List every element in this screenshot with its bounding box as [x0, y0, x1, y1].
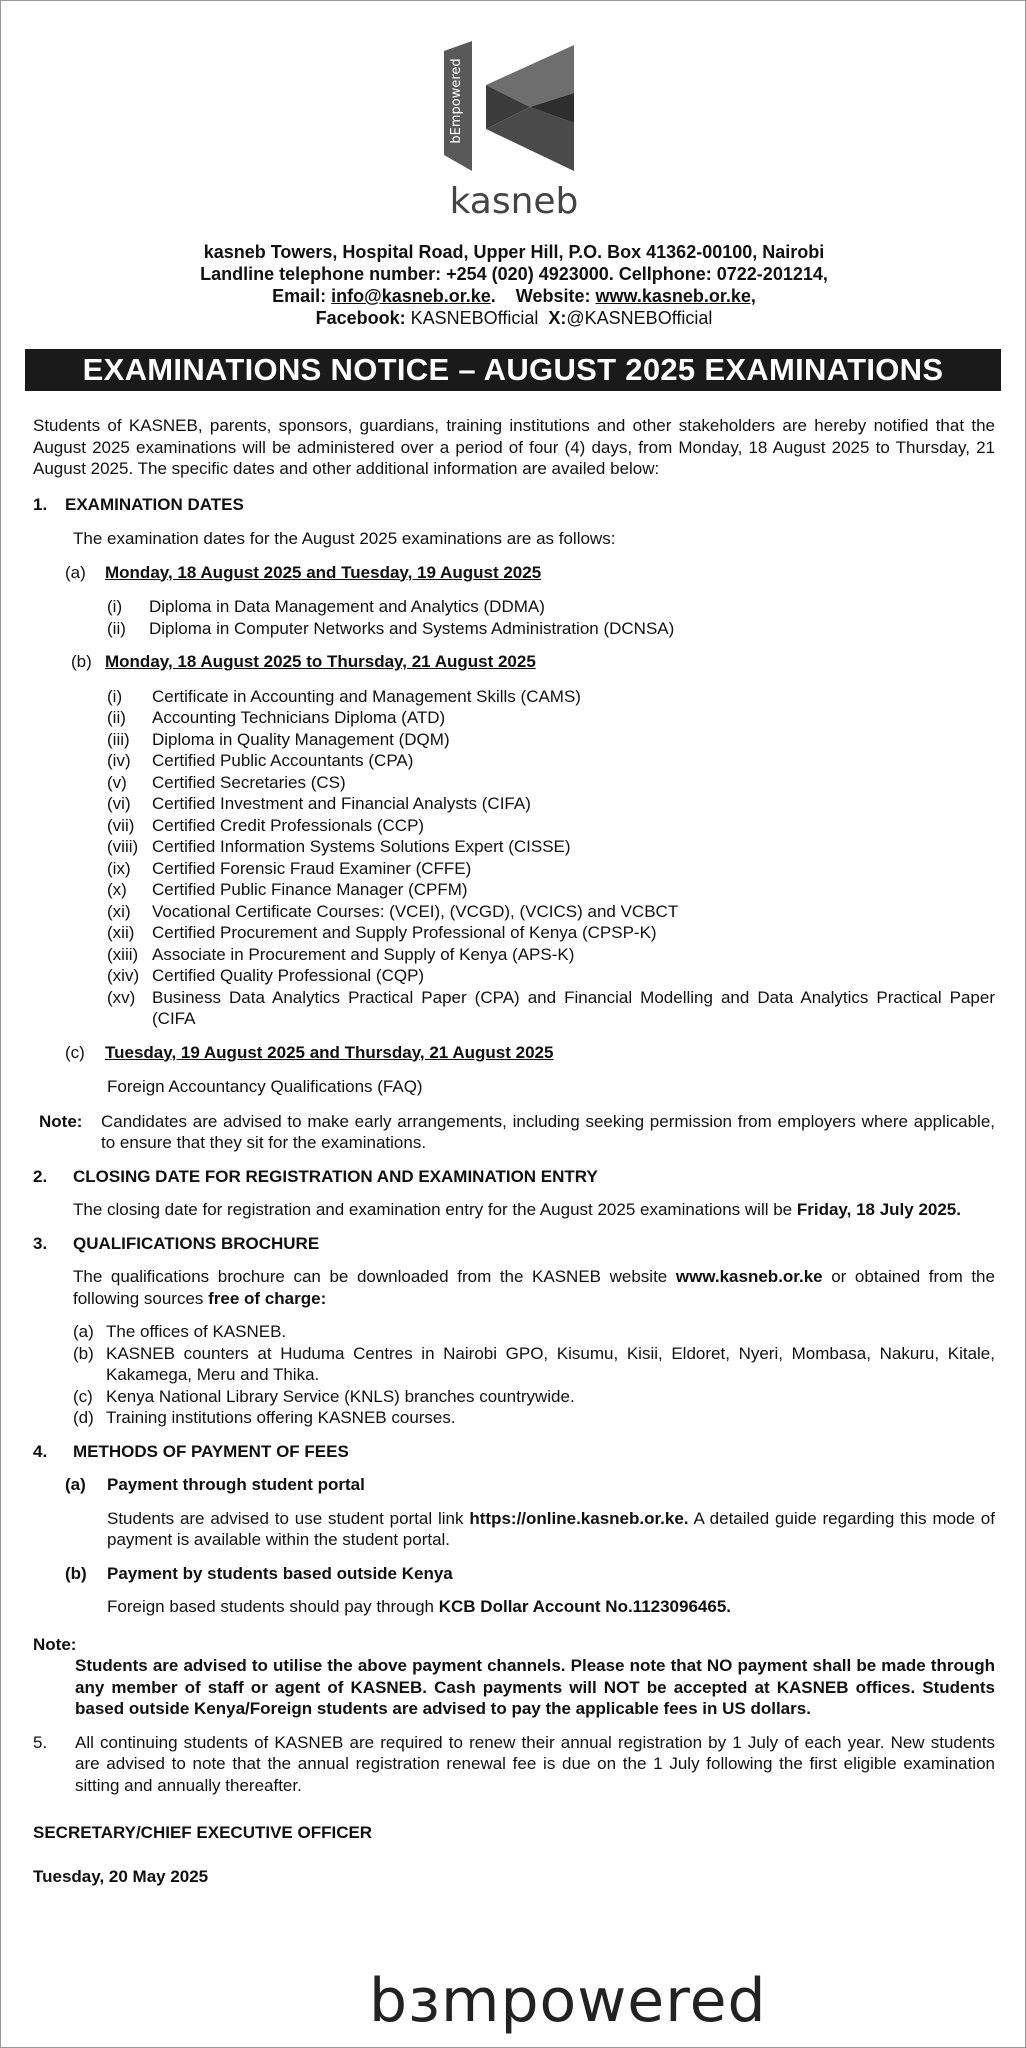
- section-2-heading: 2. CLOSING DATE FOR REGISTRATION AND EXAMINATION ENTRY: [33, 1166, 598, 1186]
- kasneb-logo: [1, 41, 1026, 226]
- list-item: (xi) Vocational Certificate Courses: (VCEI), (VCGD), (VCICS) and VCBCT: [107, 901, 679, 921]
- website-label: Website:: [515, 286, 591, 306]
- email-label: Email:: [272, 286, 327, 306]
- intro-paragraph: Students of KASNEB, parents, sponsors, guardians, training institutions and other stakeholders are hereby notified that the August 2025 examinations will be administered over a period of four (4) days, from Monday, 18 August 2025 to Thursday, 21 August 2025. The specific dates and other additional information are availed below:: [33, 416, 995, 478]
- section-4a-text: Students are advised to use student portal link https://online.kasneb.or.ke. A detailed guide regarding this mode of payment is available within the student portal.: [107, 1508, 995, 1549]
- section-4b-text: Foreign based students should pay through KCB Dollar Account No.1123096465.: [107, 1597, 732, 1616]
- list-item: (ii) Diploma in Computer Networks and Systems Administration (DCNSA): [107, 618, 675, 638]
- list-item: (iii) Diploma in Quality Management (DQM): [107, 729, 450, 749]
- section-1b-heading: (b) Monday, 18 August 2025 to Thursday, 21 August 2025: [71, 652, 536, 671]
- list-item: (i) Diploma in Data Management and Analytics (DDMA): [107, 597, 545, 616]
- list-item: (iv) Certified Public Accountants (CPA): [107, 751, 414, 770]
- brochure-site-link[interactable]: www.kasneb.or.ke: [675, 1267, 823, 1286]
- bempowered-logo: bɜmpowered: [369, 1966, 767, 2036]
- list-item: (b) KASNEB counters at Huduma Centres in Nairobi GPO, Kisumu, Kisii, Eldoret, Nyeri, Mombasa, Nakuru, Kitale, Kakamega, Meru and Thika.: [73, 1343, 995, 1384]
- section-3-list: [33, 1321, 995, 1429]
- facebook-handle: KASNEBOfficial: [410, 308, 539, 328]
- email-link[interactable]: info@kasneb.or.ke: [331, 286, 491, 306]
- phone-line: Landline telephone number: +254 (020) 4923000. Cellphone: 0722-201214,: [200, 264, 828, 284]
- section-5: 5. All continuing students of KASNEB are required to renew their annual registration by 1 July of each year. New students are advised to note that the annual registration renewal fee is due on the 1 July following the first eligible examination sitting and annually thereafter.: [33, 1732, 995, 1795]
- facebook-label: Facebook:: [315, 308, 406, 328]
- list-item: (x) Certified Public Finance Manager (CPFM): [107, 880, 468, 899]
- x-handle: @KASNEBOfficial: [566, 308, 713, 328]
- signoff-title: SECRETARY/CHIEF EXECUTIVE OFFICER: [33, 1823, 373, 1842]
- social-line: [1, 307, 1026, 329]
- payment-note-text: Students are advised to utilise the above payment channels. Please note that NO payment shall be made through any member of staff or agent of KASNEB. Cash payments will NOT be accepted at KASNEB offices. Students based outside Kenya/Foreign students are advised to pay the applicable fees in US dollars.: [75, 1656, 995, 1718]
- list-item: (i) Certificate in Accounting and Management Skills (CAMS): [107, 686, 581, 706]
- logo-word: kasneb: [449, 181, 579, 222]
- list-item: (vii) Certified Credit Professionals (CCP): [107, 815, 425, 835]
- section-3-heading: 3. QUALIFICATIONS BROCHURE: [33, 1233, 320, 1253]
- payment-note-label: Note:: [33, 1634, 77, 1654]
- website-link[interactable]: www.kasneb.or.ke,: [595, 286, 756, 306]
- list-item: (xiv) Certified Quality Professional (CQP): [107, 966, 425, 985]
- list-item: (viii) Certified Information Systems Solutions Expert (CISSE): [107, 837, 571, 856]
- list-item: (ii) Accounting Technicians Diploma (ATD): [107, 708, 446, 727]
- section-1a-heading: (a) Monday, 18 August 2025 and Tuesday, 19 August 2025: [65, 562, 542, 582]
- section-1c-text: Foreign Accountancy Qualifications (FAQ): [107, 1077, 423, 1096]
- contact-header: [1, 241, 1026, 329]
- logo-side-text: bEmpowered: [449, 58, 464, 144]
- section-4a-heading: (a) Payment through student portal: [65, 1475, 365, 1494]
- notice-body: [33, 415, 995, 1887]
- section-4b-heading: (b) Payment by students based outside Kenya: [65, 1563, 453, 1583]
- list-item: (v) Certified Secretaries (CS): [107, 772, 346, 792]
- section-1-lead: The examination dates for the August 2025 examinations are as follows:: [73, 529, 616, 548]
- section-4-heading: 4. METHODS OF PAYMENT OF FEES: [33, 1441, 349, 1461]
- list-item: (a) The offices of KASNEB.: [73, 1322, 287, 1341]
- section-1c-heading: (c) Tuesday, 19 August 2025 and Thursday, 21 August 2025: [65, 1042, 554, 1062]
- list-item: (vi) Certified Investment and Financial Analysts (CIFA): [107, 794, 531, 813]
- x-label: X:: [548, 308, 567, 328]
- student-portal-link[interactable]: https://online.kasneb.or.ke.: [469, 1508, 689, 1528]
- list-item: (ix) Certified Forensic Fraud Examiner (CFFE): [107, 858, 472, 878]
- section-1b-list: [33, 686, 995, 1030]
- section-2-text: The closing date for registration and examination entry for the August 2025 examinations will be Friday, 18 July 2025.: [73, 1200, 961, 1219]
- list-item: (c) Kenya National Library Service (KNLS) branches countrywide.: [73, 1386, 575, 1406]
- list-item: (xv) Business Data Analytics Practical Paper (CPA) and Financial Modelling and Data Analytics Practical Paper (CIFA: [107, 987, 995, 1028]
- list-item: (d) Training institutions offering KASNEB courses.: [73, 1408, 456, 1427]
- section-1-heading: 1. EXAMINATION DATES: [33, 494, 244, 514]
- list-item: (xiii) Associate in Procurement and Supply of Kenya (APS-K): [107, 944, 575, 964]
- list-item: (xii) Certified Procurement and Supply Professional of Kenya (CPSP-K): [107, 923, 657, 942]
- address-line: kasneb Towers, Hospital Road, Upper Hill, P.O. Box 41362-00100, Nairobi: [203, 242, 825, 262]
- section-1a-list: [33, 596, 995, 639]
- section-1-note: Note: Candidates are advised to make early arrangements, including seeking permission from employers where applicable, to ensure that they sit for the examinations.: [39, 1111, 995, 1152]
- notice-title-banner: EXAMINATIONS NOTICE – AUGUST 2025 EXAMINATIONS: [25, 349, 1001, 391]
- email-website-line: Email: info@kasneb.or.ke. Website: www.kasneb.or.ke,: [272, 286, 756, 306]
- section-3-text: The qualifications brochure can be downloaded from the KASNEB website www.kasneb.or.ke or obtained from the following sources free of charge:: [73, 1267, 995, 1308]
- signoff-date: Tuesday, 20 May 2025: [33, 1866, 209, 1886]
